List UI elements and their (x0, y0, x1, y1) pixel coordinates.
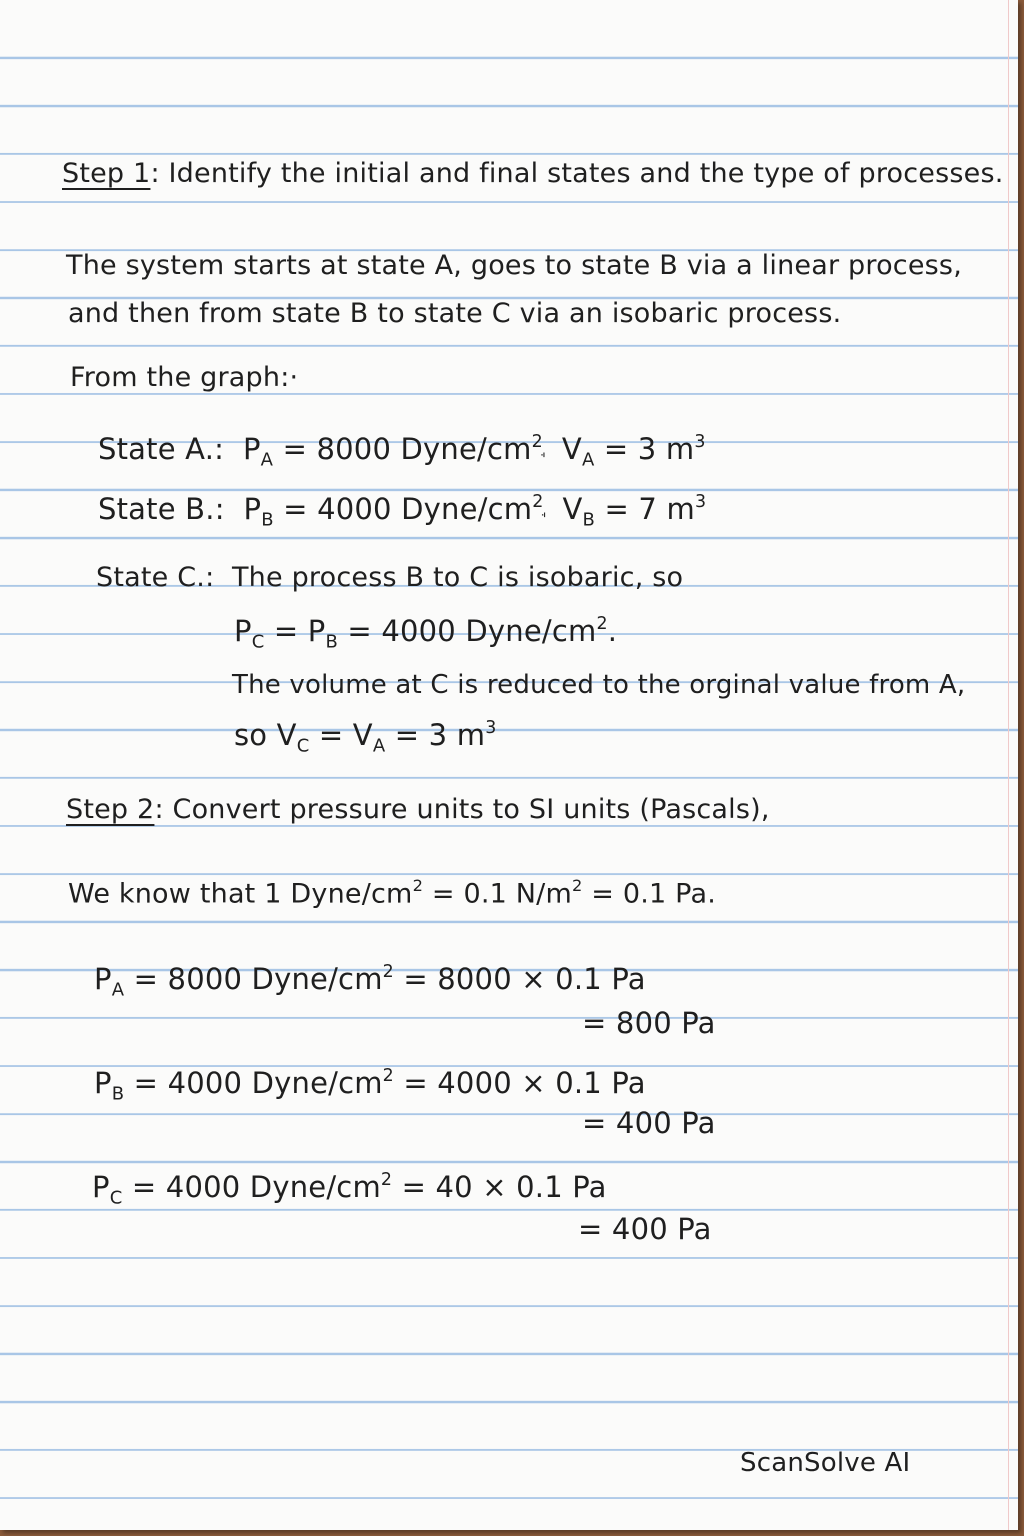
va-symbol: V (561, 432, 582, 467)
pa2-symbol: P (94, 962, 112, 997)
vb-subscript: B (582, 509, 596, 531)
pb2-subscript: B (111, 1083, 125, 1105)
conversion-text2: = 0.1 N/m (423, 878, 572, 910)
step1-label: Step 1 (62, 158, 151, 189)
footer-brand: ScanSolve AI (740, 1448, 911, 1478)
pc2-text: = 4000 Dyne/cm (122, 1170, 381, 1205)
step2-label: Step 2 (66, 794, 155, 825)
pb-subscript-2: B (325, 631, 339, 653)
vc-subscript: C (296, 735, 310, 757)
conversion-text1: We know that 1 Dyne/cm (68, 878, 413, 910)
margin-line (1008, 0, 1009, 1530)
pb-result: = 400 Pa (582, 1106, 716, 1140)
pb2-symbol: P (94, 1066, 112, 1101)
pc-period: . (607, 614, 618, 649)
pc-result: = 400 Pa (578, 1212, 712, 1246)
pc2-product: = 40 × 0.1 Pa (392, 1170, 607, 1205)
pa2-exponent: 2 (382, 962, 394, 982)
state-a-line (98, 432, 706, 470)
pb-exponent: 2 (532, 492, 544, 512)
conversion-fact (68, 876, 716, 909)
conversion-exp2: 2 (571, 876, 583, 895)
pa-subscript: A (260, 449, 274, 471)
vb-value: = 7 m (595, 492, 695, 527)
step2-heading (66, 794, 770, 825)
pc-subscript: C (251, 631, 265, 653)
step1-intro-line2: and then from state B to state C via an isobaric process. (68, 298, 842, 329)
step2-title: : Convert pressure units to SI units (Pascals), (154, 794, 770, 825)
pc2-subscript: C (109, 1187, 123, 1209)
vb-symbol: V (562, 492, 583, 527)
vc-symbol: V (276, 718, 297, 753)
so-text: so (234, 718, 277, 753)
pb2-text: = 4000 Dyne/cm (124, 1066, 383, 1101)
pa-result: = 800 Pa (582, 1006, 716, 1040)
pb-subscript: B (261, 509, 274, 531)
conversion-exp1: 2 (412, 876, 424, 895)
va-exponent: 3 (694, 432, 706, 452)
pb-value: = 4000 Dyne/cm (273, 492, 533, 527)
step1-heading (62, 158, 1004, 189)
pa2-product: = 8000 × 0.1 Pa (393, 962, 646, 997)
pc2-exponent: 2 (380, 1170, 393, 1190)
pc2-symbol: P (92, 1170, 110, 1205)
pc-symbol: P (234, 614, 252, 649)
pc-value: = 4000 Dyne/cm (338, 614, 597, 649)
pa-value: = 8000 Dyne/cm (273, 432, 532, 467)
conversion-text3: = 0.1 Pa. (582, 878, 716, 910)
pa-exponent: 2 (531, 432, 543, 452)
pa2-subscript: A (111, 979, 125, 1001)
vc-exponent: 3 (485, 718, 497, 738)
state-c-label: State C.: (96, 562, 215, 593)
pc-equals-pb: = P (264, 614, 326, 649)
vb-exponent: 3 (694, 492, 707, 512)
state-a-label: State A.: (98, 432, 225, 467)
pb2-product: = 4000 × 0.1 Pa (393, 1066, 646, 1101)
state-b-label: State B.: (98, 492, 225, 527)
pb-conversion (94, 1066, 646, 1104)
pa-symbol: P (242, 432, 261, 467)
state-c-volume-note: The volume at C is reduced to the orginal value from A, (232, 670, 966, 700)
va-value: = 3 m (594, 432, 695, 467)
state-c-pressure (234, 614, 617, 652)
step1-intro-line1: The system starts at state A, goes to state B via a linear process, (66, 250, 962, 281)
vc-value: = 3 m (385, 718, 486, 753)
pa-conversion (94, 962, 646, 1000)
va-subscript: A (581, 449, 595, 471)
pb2-exponent: 2 (382, 1066, 394, 1086)
state-b-line (98, 492, 706, 530)
va-subscript-2: A (372, 735, 386, 757)
pa2-text: = 8000 Dyne/cm (124, 962, 383, 997)
step1-title: : Identify the initial and final states and the type of processes. (150, 158, 1004, 189)
pb-symbol: P (243, 492, 262, 527)
state-c-text: The process B to C is isobaric, so (231, 562, 684, 593)
state-c-line1 (96, 562, 683, 593)
vc-equals-va: = V (309, 718, 373, 753)
pc-exponent: 2 (596, 614, 608, 634)
pc-conversion (92, 1170, 607, 1208)
state-c-volume (234, 718, 496, 756)
from-graph-label: From the graph:· (70, 362, 299, 393)
